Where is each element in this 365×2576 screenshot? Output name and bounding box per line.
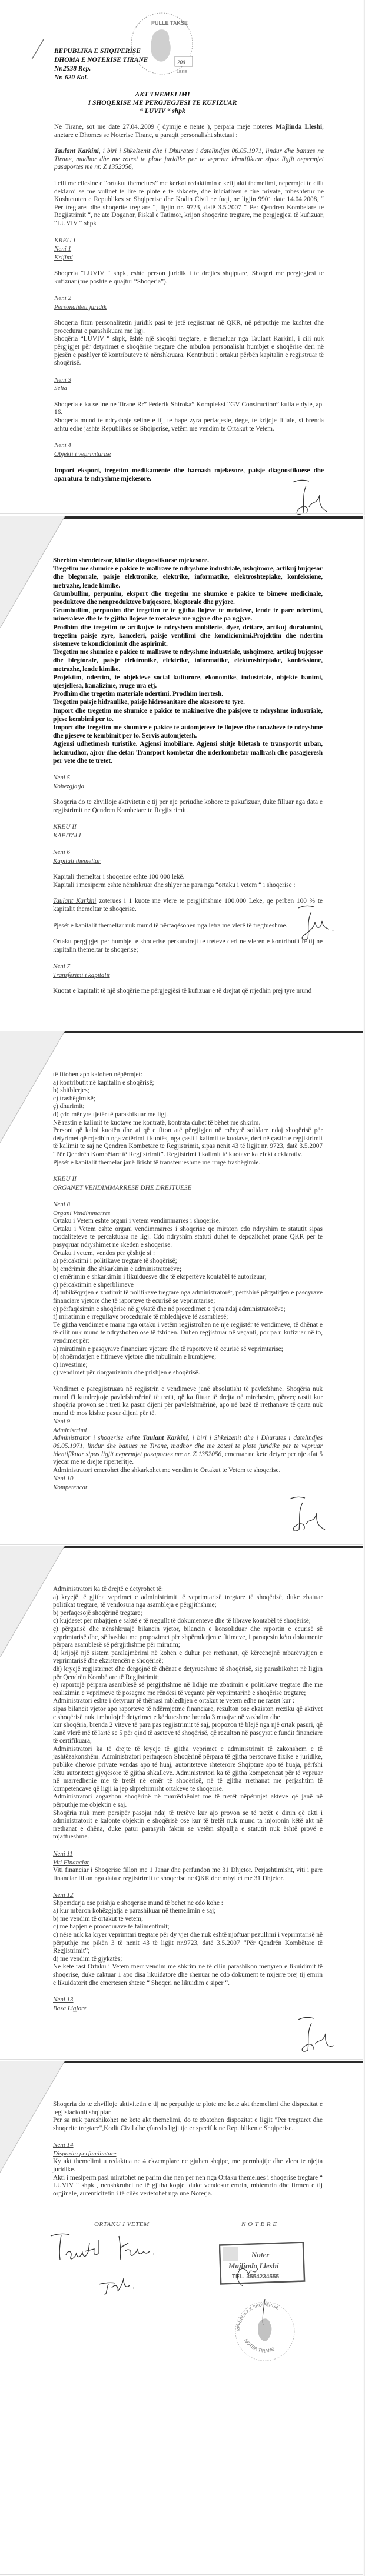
paragraph: a) kryejë të gjitha veprimet e administrimit të veprimtarisë tregtare të shoqërisë, duke zbatuar politikat tregtare, të vendosura nga asambleja e përgjithshme;	[53, 1593, 323, 1609]
tax-stamp-seal	[127, 8, 200, 82]
activity-paragraph: Grumbullim, perpunim, eksport dhe tregetim me shumice e pakice te bimeve medicinale, produkteve dhe nenprodukteve bujqesore, blegtorale dhe pyjore.	[53, 590, 323, 606]
paragraph: Shoqëria “LUVIV “ shpk, është një shoqëri tregtare, e themeluar nga Taulant Karkini, i cili nuk përgjigjet për detyrimet e shoqërisë tregtare dhe mbulon personalisht humbjet e shoqërise deri në pjesën e pashlyer të kontributeve të nënshkruara. Kontributi i ortakut përbën kapitalin e regjistruar të shoqërisë.	[54, 335, 324, 367]
article-heading: Neni 6	[53, 849, 71, 856]
article-heading: Selia	[54, 385, 67, 392]
activity-paragraph: Tregetim paisje hidraulike, paisje hidrosanitare dhe aksesore te tyre.	[53, 699, 245, 706]
activity-paragraph: Prodhim dhe tregetim te artikujve te ndryshem mobilerie, dyer, dritare, artikuj duralumini, tregetim paisje zyre, kanceleri, paisje ventilimi dhe kondicionimi.Projektim dhe ndertim sistemeve te kondicionimit dhe aspirimit.	[53, 623, 323, 648]
chapter-heading: ORGANET VENDIMMARRESE DHE DREJTUESE	[53, 1184, 192, 1192]
article-heading: Viti Financiar	[53, 1858, 89, 1866]
article-heading: Krijimi	[54, 253, 73, 261]
chapter-heading: KREU II	[53, 823, 77, 831]
document-section	[53, 922, 323, 930]
paragraph: Shoqëria nuk merr persipër pasojat ndaj të tretëve kur ajo provon se të tretët e dinin që akti i administratorit e kalonte objektin e shoqërisë ose kur të tretët nuk mund ta injoronin këtë akt në rrethanat e dhëna, duke patur parasysh faktin se vetëm shpallja e statutit nuk është provë e mjaftueshme.	[53, 1809, 323, 1841]
notary-signature-label: N O T E R E	[241, 2221, 277, 2228]
page-edge	[0, 2059, 365, 2060]
paragraph: b) shpërndarjen e fitimeve vjetore dhe mbulimin e humbjeve;	[53, 1353, 217, 1361]
activity-paragraph: Tregetim me shumice e pakice te mallrave te ndryshme industriale, ushqimore, artikuj bujqesor dhe blegtorale, paisje elektronike, elektrike, informatike, elektroshtepiake, konfeksione, metrazhe, lende kimike.	[53, 565, 323, 589]
svg-text:REPUBLIKA E SHQIPERISE	[237, 2303, 280, 2331]
page-content	[53, 2101, 323, 2206]
document-section	[53, 1386, 323, 1491]
activity-paragraph: Projektim, ndertim, te objekteve social kulturore, ekonomike, industriale, objekte banimi, ujesjellesa, kanalizime, rruge ura etj.	[53, 673, 323, 690]
activity-paragraph: Sherbim shendetesor, klinike diagnostikuese mjekesore.	[53, 557, 209, 564]
paragraph: Shoqeria e ka seline ne Tirane Rr” Federik Shiroka” Kompleksi “GV Construction” kulla e dyte, ap. 16.	[54, 401, 324, 416]
person-name: Taulant Karkini,	[142, 1434, 190, 1442]
paragraph: c) investime;	[53, 1361, 88, 1369]
paragraph: Personi që kaloi kuotën dhe ai që e fiton atë përgjigjen në mënyrë solidare ndaj shoqërisë për detyrimet që rrjedhin nga zotërimi i kuotës, nga çasti i kalimit të kuotave, deri në çastin e regjistrimit të kalimit te saj ne Qendren Kombetare te Regjistrimit, sipas nenit 43 të ligjit nr. 9723, datë 3.5.2007 “Për Qendrën Kombëtare të Regjistrimit”. Regjistrimi i kalimit të kuotave ka efekt deklarativ.	[53, 1127, 323, 1158]
seal-top-text: REPUBLIKA E SHQIPERISE	[236, 2303, 280, 2332]
paragraph: b) perfaqesojë shoqërinë tregtare;	[53, 1609, 142, 1617]
page-content	[54, 47, 324, 492]
person-name: Majlinda Lleshi	[275, 124, 323, 131]
activity-paragraph: Prodhim dhe tregetim materiale ndertimi. Prodhim inertesh.	[53, 690, 224, 698]
document-section	[54, 466, 324, 483]
paragraph: a) kur mbaron kohëzgjatja e parashikuar në themelimin e saj;	[53, 1907, 216, 1915]
text-run: , anetare e Dhomes se Noterise Tirane, u paraqit personalisht shtetasi :	[54, 124, 324, 139]
paragraph: i cili me cilesine e “ortakut themelues” me kerkoi redaktimin e ketij akti themelimi, nepermjet te cilit deklaroi se me vullnet te lire te plote e te shkqete, dhe iniciativen e tire private, mbeshtetur ne Kushtetuten e Republikes se Shqiperise dhe Kodin Civil ne fuqi, ne ligjin 9901 date 14.04.2008, “ Per tregtaret dhe shoqerite tregtare “, ligjin nr. 9723, datë 3.5.2007 “ Per Qendren Kombetare te Regjistrimit “, ne ate Doganor, Fiskal e Tatimor, krijon shoqerine tregtare, me pergjegjesi të kufizuar, “LUVIV “ shpk	[54, 179, 324, 227]
letterhead-line: DHOMA E NOTERISE TIRANE	[54, 56, 148, 64]
paragraph: d) krijojë një sistem paralajmërimi në kohën e duhur për rrethanat, që kërcënojnë mbarëvajtjen e veprimtarisë dhe ekzistencën e shoqërisë;	[53, 1649, 323, 1665]
seal-bottom-text: NOTER TIRANE	[243, 2338, 276, 2354]
document-page-3	[0, 1031, 365, 1546]
document-section	[53, 823, 323, 840]
paragraph: Akti i mesiperm pasi miratohet ne parim dhe nen per nen nga Ortaku themelues i shoqerise tregtare “ LUVIV “ shpk , nenshkruhet ne të gjitha kopjet duke vendosur emrin, mbiemrin dhe firmen e tij orgjinale, autenticitetin i të cilës vertetohet nga une Noterja.	[53, 2174, 323, 2197]
paragraph: a) miratimin e pasqyrave financiare vjetore dhe të raporteve të ecurisë së veprimtarise;	[53, 1345, 283, 1353]
paragraph	[54, 148, 324, 172]
document-title: AKT THEMELIMI	[135, 91, 190, 98]
chapter-heading: KAPITALI	[53, 832, 81, 839]
paragraph: Ky akt themelimi u redaktua ne 4 ekzemplare ne gjuhen shqipe, me permbajtje dhe vlera te njejta juridike.	[53, 2158, 323, 2173]
text-run: Ne Tirane, sot me date 27.04..2009 ( dymije e nente ), perpara meje noteres	[54, 124, 276, 131]
document-section	[54, 124, 324, 139]
paragraph: kur shoqëria, brenda 2 viteve të para pas regjistrimit të saj, propozon të blejë nga një ortak pasuri, që kanë vlerë më të lartë se 5 për qind të aseteve të shoqërisë, që rezulton në pasqyrat e fundit financiare të certifikuara,	[53, 1721, 323, 1745]
paragraph: Viti financiar i Shoqerise fillon me 1 Janar dhe perfundon me 31 Dhjetor. Perjashtimisht, viti i pare financiar fillon nga data e regjistrimit te shoqerise ne QKR dhe mbyllet me 31 Dhjetor.	[53, 1867, 323, 1882]
paragraph: Ortaku i Vetem eshte organi i vetem vendimmarres i shoqerise.	[53, 1217, 221, 1225]
paragraph	[54, 124, 324, 139]
letterhead-line: REPUBLIKA E SHQIPERISE	[54, 48, 141, 55]
document-section	[54, 148, 324, 172]
paragraph: c) kujdeset për mbajtjen e saktë e të rregullt të dokumenteve dhe të librave kontabël të shoqërisë;	[53, 1617, 311, 1625]
document-section	[53, 897, 323, 913]
article-heading: Neni 3	[54, 376, 72, 383]
paragraph: b) emërimin dhe shkarkimin e administratorëve;	[53, 1265, 182, 1273]
paragraph: Ortaku pergjigjet per humbjet e shoqerise perkundrejt te treteve deri ne vleren e kontributit te tij ne kapitalin themeltar te shoqerise;	[53, 938, 323, 953]
paragraph: c) me hapjen e procedurave te falimentimit;	[53, 1923, 170, 1931]
text-run: emeruar ne kete detyre per nje afat 5 vjecar me te drejte riperteritje.	[53, 1450, 323, 1466]
document-title: I SHOQERISE ME PERGJEGJESI TE KUFIZUAR	[88, 99, 237, 106]
paragraph: b) shitblerjes;	[53, 1087, 89, 1095]
initials-signature	[291, 478, 333, 515]
paragraph: c) trashëgimisë;	[53, 1095, 95, 1102]
document-section	[53, 1200, 323, 1377]
activity-paragraph: Agjensi udhetimesh turistike. Agjensi imobiliare. Agjensi shitje biletash te transportit urban, hekurudhor, ajror dhe detar. Transport kombetar dhe nderkombetar mallrash dhe pasagjeresh per vete dhe te tretet.	[53, 740, 323, 765]
document-section	[53, 962, 323, 979]
paragraph: Ortaku i Vetem eshte organi vendimmarres i shoqerise qe miraton cdo ndryshim te statutit sipas modaliteteve te percaktuara ne ligj. Cdo ndryshim statuti duhet te depozitohet prane QKR per te pasyqruar ndryshimet ne skeden e shoqerise.	[53, 1225, 323, 1249]
letterhead-line: Nr.2538 Rep.	[54, 65, 91, 72]
article-heading: Transferimi i kapitalit	[53, 971, 110, 979]
article-heading: Neni 1	[54, 245, 72, 253]
paragraph: Pjesët e kapitalit themelar janë lirisht të transferueshme me rrugë trashëgimie.	[53, 1159, 261, 1166]
paragraph: dh) kryejë regjistrimet dhe dërgojnë të dhënat e detyrueshme të shoqërisë, siç parashikohet në ligjin për Qendrën Kombëtare të Regjistrimit;	[53, 1665, 323, 1681]
notary-stamp-phone: TEL. 3554234555	[232, 2274, 280, 2280]
document-section	[54, 236, 324, 262]
initials-signature	[297, 905, 344, 946]
document-section	[54, 91, 324, 115]
notary-seal	[233, 2299, 297, 2364]
paragraph: ç) përcaktimin e shpërblimeve	[53, 1281, 134, 1289]
page-content	[53, 1071, 323, 1500]
partner-signature-label: ORTAKU I VETEM	[94, 2221, 150, 2228]
paragraph: Shoqeria do te zhvilloje aktivitetin e tij ne perputhje te plote me kete akt themelimi dhe dispozitat e legjislacionit shqiptar.	[53, 2101, 323, 2116]
document-page-1	[0, 0, 365, 515]
article-heading: Dispozita perfundimtare	[53, 2150, 117, 2157]
article-heading: Neni 7	[53, 963, 71, 970]
text-run: zoterues i 1 kuote me vlere te pergjithshme 100.000 Leke, qe perben 100 % te kapitalit themeltar te shoqerise.	[53, 897, 323, 913]
document-section	[53, 1996, 323, 2013]
page-edge	[0, 1544, 365, 1545]
article-heading: Neni 14	[53, 2141, 74, 2149]
article-heading: Neni 5	[53, 774, 71, 782]
paragraph: d) me vendim të gjykatës;	[53, 1955, 122, 1963]
chapter-heading: KREU I	[54, 236, 76, 244]
partner-signature	[49, 2231, 179, 2296]
paragraph: d) mbikëqyrjen e zbatimit të politikave tregtare nga administratorët, përfshirë përgatitjen e pasqyrave financiare vjetore dhe të raporteve të ecurisë se veprimtarise;	[53, 1289, 323, 1305]
paragraph: ç) përgatisë dhe nënshkruajë bilancin vjetor, bilancin e konsoliduar dhe raportin e ecurisë së veprimtarisë dhe, së bashku me propozimet për shpërndarjen e fitimeve, i paraqesin këto dokumente përpara asamblesë së përgjithshme për miratim;	[53, 1625, 323, 1649]
document-section	[54, 441, 324, 458]
article-heading: Neni 10	[53, 1475, 74, 1483]
paragraph: Kuotat e kapitalit të një shoqërie me përgjegjësi të kufizuar e të drejtat që rrjedhin prej tyre mund	[53, 987, 312, 995]
article-heading: Neni 8	[53, 1201, 71, 1209]
document-section	[53, 873, 323, 889]
page-content	[53, 1586, 323, 2021]
chapter-heading: KREU II	[53, 1176, 77, 1183]
document-section	[53, 1175, 323, 1192]
paragraph: f) miratimin e rregullave procedurale të mbledhjeve të asamblesë;	[53, 1313, 228, 1321]
paragraph: Administratori ka të drejte të kryeje të gjitha veprimet e administrimit të zakonshem e të jashtëzakonshëm. Administratori perfaqeson Shoqërinë përpara të gjitha personave fizike e juridike, publike dhe/ose private vendas apo të huaj, autoriteteve shtetërore Shqiptare apo të huaja, përfshi këtu autoritetet gjyqësore të gjitha shkalleve. Administratori ka të gjitha kompetencat për të vepruar në marrëdhenie me të tretët në emër të shoqërisë, në të gjitha rrethanat me përjashtim të kompetencave që ligji ia jep shprehimisht ortakeve te shoqerise.	[53, 1745, 323, 1793]
person-name: Taulant Karkini,	[54, 148, 101, 155]
notary-stamp-name: Majlinda Lleshi	[228, 2261, 279, 2270]
paragraph: Shpemdarja ose prishja e shoqerise mund të behet ne cdo kohe :	[53, 1899, 223, 1907]
paragraph: Administratori eshte i detyruar të thërrasi mbledhjen e ortakut te vetem edhe ne rastet kur :	[53, 1697, 294, 1705]
document-page-2	[0, 516, 365, 1032]
document-section	[53, 848, 323, 865]
article-heading: Neni 13	[53, 1996, 74, 2004]
document-section	[54, 270, 324, 286]
initials-signature	[297, 2016, 344, 2057]
document-section	[54, 180, 324, 228]
paragraph: ç) nëse nuk ka kryer veprimtari tregtare për dy vjet dhe nuk është njoftuar pezullimi i veprimtarisë në përputhje me pikën 3 të nenit 43 të ligjit nr.9723, datë 3.5.2007 “Për Qendrën Kombëtare të Regjistrimit”;	[53, 1931, 323, 1955]
paragraph: Vendimet e paregjistruara në regjistrin e vendimeve janë absolutisht të pavlefshme. Shoqëria nuk mund t'i kundrejtoje pavlefshmërinë të tretit, që ka fituar të drejta në mirëbesim, përveç rastit kur shoqëria provon se i treti ka pasur dijeni për pavlefshmërinë, apo në bazë të rrethanave të qarta nuk mund të mos kishte pasur dijeni për të.	[53, 1386, 323, 1417]
article-heading: Kohezgjatja	[53, 782, 85, 790]
paragraph: b) me vendim të ortakut te vetem;	[53, 1915, 144, 1923]
paragraph: Shoqeria fiton personalitetin juridik pasi të jetë regjistruar në QKR, në përputhje me kushtet dhe procedurat e parashikuara me ligj.	[54, 319, 324, 335]
paragraph: Ne kete rast Ortaku i Vetem merr vendim me shkrim ne të cilin parashikon menyren e likuidimit të shoqerise, duke caktuar 1 apo disa likuidatore dhe shenuar ne cdo dokument të nxjerre prej tij emrin e likuidatorit dhe emertesen shtese “ Shoqeri ne likuidim e siper “.	[53, 1963, 323, 1987]
document-section	[54, 376, 324, 393]
article-heading: Neni 12	[53, 1891, 74, 1899]
document-page-4	[0, 1546, 365, 2061]
pen-mark-icon	[29, 38, 47, 62]
article-heading: Neni 11	[53, 1850, 73, 1857]
paragraph: a) përcaktimi i politikave tregtare të shoqërisë;	[53, 1257, 177, 1265]
article-heading: Kompetencat	[53, 1483, 88, 1491]
paragraph: Administratori emerohet dhe shkarkohet me vendim te Ortakut te Vetem te shoqerise.	[53, 1466, 281, 1474]
paragraph: Pjesët e kapitalit themeltar nuk mund të përfaqësohen nga letra me vlerë të tregtueshme.	[53, 922, 288, 929]
document-section	[53, 773, 323, 790]
paragraph	[53, 897, 323, 913]
article-heading: Neni 4	[54, 442, 72, 449]
document-section	[53, 1071, 323, 1167]
notary-stamp	[219, 2242, 307, 2286]
article-heading: Objekti i veprimtarise	[54, 450, 111, 458]
activity-paragraph: Grumbullim, perpunim dhe tregetim te te gjitha llojeve te metaleve, lende te pare ndertimi, mineraleve dhe te te gjitha llojeve te metaleve me ngjyre dhe pa ngjyre.	[53, 607, 323, 623]
paragraph: c) emërimin e shkarkimin i likuiduesve dhe të ekspertëve kontabël të autorizuar;	[53, 1273, 267, 1281]
paragraph: Të gjitha vendimet e marra nga ortaku i vetëm regjistrohen në një regjistër të vendimeve, të dhënat e të cilit nuk mund te ndryshohen ose të fshihen. Duhen regjistruar në veçanti, por pa u kufizuar në to, vendimet për:	[53, 1321, 323, 1345]
document-section	[54, 319, 324, 368]
document-section	[53, 938, 323, 954]
paragraph: Shoqeria do te zhvilloje aktivitetin e tij per nje periudhe kohore te pakufizuar, duke filluar nga data e regjistrimit ne Qendren Kombetare te Regjistrimit.	[53, 799, 323, 814]
article-heading: Baza Ligjore	[53, 2004, 87, 2012]
article-heading: Organi Vendimmarres	[53, 1209, 111, 1217]
paragraph: Administratori angazhon shoqërinë në marrëdhëniet me të tretët nëpërmjet akteve që janë në përputhje me objektin e saj.	[53, 1793, 323, 1809]
initials-signature	[288, 1496, 336, 1537]
document-section	[53, 2101, 323, 2133]
page-edge	[0, 2574, 365, 2575]
document-section	[53, 987, 323, 996]
document-title: “ LUVIV “ shpk	[140, 108, 185, 115]
paragraph: Kapitali themeltar i shoqerise eshte 100 000 lekë.	[53, 873, 185, 881]
page-edge	[0, 513, 365, 514]
activity-paragraph: Tregetim me shumice e pakice te mallrave te ndryshme industriale, ushqimore, artikuj bujqesor dhe blegtorale, paisje elektronike, elektrike, informatike, elektroshtepiake, konfeksione, metrazhe, lende kimike.	[53, 649, 323, 673]
tax-stamp-currency: LEKE	[177, 70, 187, 74]
article-heading: Kapitali themeltar	[53, 857, 101, 865]
article-heading: Administrimi	[53, 1426, 87, 1434]
article-heading: Personaliteti juridik	[54, 303, 107, 311]
paragraph	[53, 1434, 323, 1466]
tax-stamp-title: PULLE TAKSE	[151, 20, 188, 26]
paragraph: Kapitali i mesiperm eshte nënshkruar dhe shlyer ne para nga “ortaku i vetem “ i shoqerise :	[53, 881, 296, 889]
svg-text:NOTER TIRANE	[243, 2338, 275, 2354]
notary-stamp-title: Noter	[251, 2250, 270, 2259]
document-page-5	[0, 2061, 365, 2576]
letterhead-line: Nr. 620 Kol.	[54, 74, 88, 81]
text-run: Administrator i shoqerise eshte	[53, 1434, 143, 1442]
text-run: i biri i Shkelzenit dhe i Dhurates i datelindjes 06.05.1971, lindur dhe banues ne Tirane, madhor dhe me zotesi te plote juridike per te vepruar identifikuar sipas ligjit nepermjet pasaportes me nr. Z 1352056,	[54, 148, 324, 171]
paragraph: e) raportojë përpara asamblesë së përgjithshme në lidhje me zbatimin e politikave tregtare dhe me realizimin e veprimeve të posaçme me rëndësi të veçantë për veprimtarinë e shoqërisë tregtare;	[53, 1681, 323, 1697]
text-run: i biri i Shkelzenit dhe i Dhurates i datelindjes 06.05.1971, lindur dhe banues ne Tirane, madhor dhe me zotesi te plote juridike per te vepruar identifikuar sipas ligjit nepermjet pasaportes me nr. Z 1352056,	[53, 1434, 323, 1458]
tax-stamp-value: 200	[177, 59, 185, 65]
person-name: Taulant Karkini	[53, 897, 97, 905]
activity-paragraph: Import dhe tregetim me shumice e pakice te automjeteve te llojeve dhe tonazheve te ndryshme dhe pjeseve te kembimit per to. Servis automjetesh.	[53, 724, 323, 740]
paragraph: Shoqeria “LUVIV “ shpk, eshte person juridik i te drejtes shqiptare, Shoqeri me pergjegjesi te kufizuar (me poshte e quajtur “Shoqeria”).	[54, 270, 324, 285]
document-section	[53, 556, 323, 765]
document-section	[53, 1891, 323, 1987]
document-section	[53, 1586, 323, 1841]
article-heading: Neni 2	[54, 295, 72, 302]
paragraph: të fitohen apo kalohen nëpërmjet:	[53, 1071, 142, 1078]
document-section	[53, 2141, 323, 2198]
paragraph: ç) dhurimit;	[53, 1103, 85, 1110]
paragraph: Në rastin e kalimit te kuotave me kontratë, kontrata duhet të bëhet me shkrim.	[53, 1119, 261, 1126]
paragraph: ç) vendimet për riorganizimin dhe prishjen e shoqërisë.	[53, 1369, 200, 1377]
paragraph: d) çdo mënyre tjetër të parashikuar me ligj.	[53, 1110, 168, 1118]
article-heading: Neni 9	[53, 1418, 71, 1426]
paragraph: Ortaku i vetem, vendos për çështje si :	[53, 1249, 155, 1257]
document-section	[54, 401, 324, 433]
document-section	[54, 294, 324, 311]
page-content	[53, 556, 323, 1004]
document-section	[53, 1850, 323, 1883]
paragraph: Administratori ka të drejtë e detyrohet të:	[53, 1586, 163, 1593]
paragraph: a) kontributit në kapitalin e shoqërisë;	[53, 1079, 154, 1086]
paragraph: sipas bilancit vjetor apo raporteve të ndërmjetme financiare, rezulton ose ekziston rreziku që aktivet e shoqërisë nuk i mbulojnë detyrimet e kërkueshme brenda 3 muajve në vazhdim dhe	[53, 1705, 323, 1721]
paragraph: Shoqeria mund te ndryshoje seline e tij, te hape zyra perfaqesie, dege, te krijoje filiale, si brenda ashtu edhe jashte Republikes se Shqiperise, vetëm me vendim te Ortakut te Vetem.	[54, 416, 324, 432]
activity-paragraph: Import dhe tregetim me shumice e pakice te makinerive dhe paisjeve te ndryshme industriale, pjese kembimi per to.	[53, 707, 323, 723]
paragraph: e) përfaqësimin e shoqërisë në gjykatë dhe në procedimet e tjera ndaj administratorëve;	[53, 1305, 286, 1313]
activity-paragraph: Import eksport, tregetim medikamente dhe barnash mjekesore, paisje diagnostikuese dhe aparatura te ndryshme mjekesore.	[54, 467, 324, 483]
paragraph: Per sa nuk parashikohet ne kete akt themelimi, do te zbatohen dispozitat e ligjit "Per tregtaret dhe shoqerite tregtare",Kodit Civil dhe çfaredo ligji tjeter specifik ne Republiken e Shqiperise.	[53, 2117, 323, 2132]
document-section	[53, 799, 323, 815]
